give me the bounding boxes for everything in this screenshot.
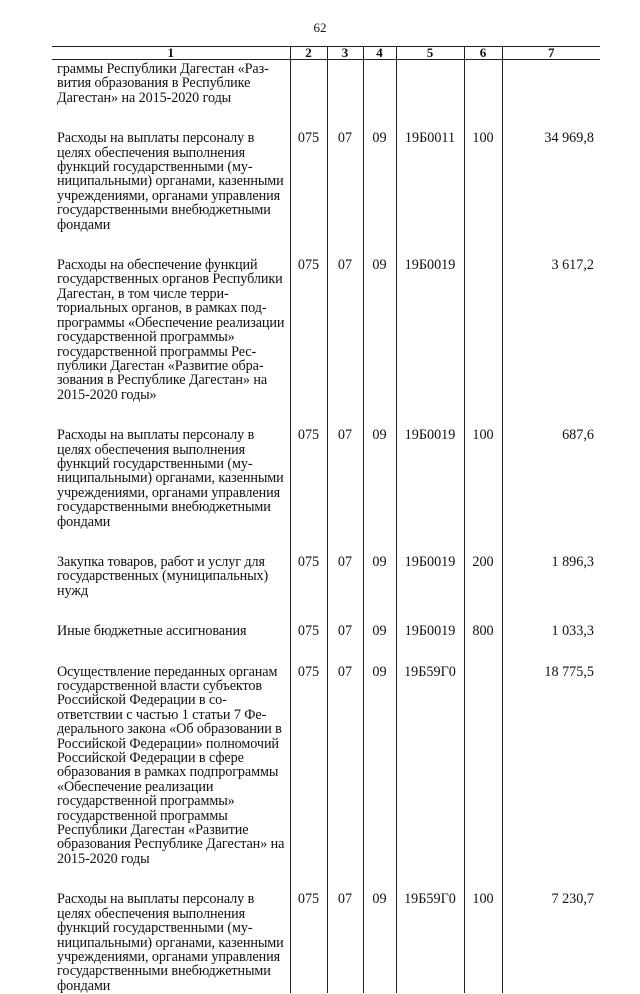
row-col-4: 09	[363, 129, 396, 232]
row-description: Расходы на обеспечение функций государственных органов Республики Дагестан, в том числе территориальных органов, в рамках подпрограммы «Обеспечение реализации государственной программы» государственной программы Республики Дагестан «Развитие образования в Республике Дагестан» на 2015-2020 годы»	[57, 257, 285, 403]
row-col-2: 075	[290, 129, 327, 232]
header-col-3: 3	[327, 47, 363, 60]
row-col-4	[363, 60, 396, 106]
row-col-7: 687,6	[502, 426, 600, 529]
row-col-6	[464, 256, 502, 402]
table-row	[52, 426, 600, 529]
row-col-5: 19Б59Г0	[396, 890, 464, 993]
row-col-6: 100	[464, 890, 502, 993]
row-col-7	[502, 60, 600, 106]
header-col-1: 1	[52, 47, 290, 60]
row-description: Расходы на выплаты персоналу в целях обеспечения выполнения функций государственными (муниципальными) органами, казенными учреждениями, органами управления государственными внебюджетными фондами	[57, 427, 284, 530]
row-col-4: 09	[363, 890, 396, 993]
row-spacer	[52, 232, 600, 256]
row-description: Расходы на выплаты персоналу в целях обеспечения выполнения функций государственными (муниципальными) органами, казенными учреждениями, органами управления государственными внебюджетными фондами	[57, 891, 284, 994]
row-spacer	[52, 105, 600, 129]
row-spacer	[52, 598, 600, 622]
row-col-5: 19Б0019	[396, 426, 464, 529]
row-col-4: 09	[363, 553, 396, 598]
row-col-2: 075	[290, 622, 327, 638]
row-description: Осуществление переданных органам государственной власти субъектов Российской Федерации в соответствии с частью 1 статьи 7 Федерального закона «Об образовании в Российской Федерации» полномочий Российской Федерации в сфере образования в рамках подпрограммы «Обеспечение реализации государственной программы» государственной программы Республики Дагестан «Развитие образования Республике Дагестан» на 2015-2020 годы	[57, 663, 285, 867]
row-description: граммы Республики Дагестан «Развития образования в Республике Дагестан» на 2015-2020 годы	[57, 61, 269, 106]
row-col-5: 19Б0019	[396, 256, 464, 402]
row-col-7: 3 617,2	[502, 256, 600, 402]
row-col-2	[290, 60, 327, 106]
row-col-6: 200	[464, 553, 502, 598]
row-spacer	[52, 529, 600, 553]
row-col-2: 075	[290, 890, 327, 993]
row-col-5: 19Б0011	[396, 129, 464, 232]
table-row	[52, 60, 600, 106]
row-col-5: 19Б59Г0	[396, 663, 464, 867]
table-row	[52, 256, 600, 402]
table-row	[52, 129, 600, 232]
header-col-5: 5	[396, 47, 464, 60]
row-col-3: 07	[327, 663, 363, 867]
header-col-4: 4	[363, 47, 396, 60]
table-row	[52, 622, 600, 638]
row-col-4: 09	[363, 622, 396, 638]
row-col-3: 07	[327, 256, 363, 402]
row-col-3: 07	[327, 129, 363, 232]
row-col-7: 7 230,7	[502, 890, 600, 993]
row-col-2: 075	[290, 426, 327, 529]
header-col-2: 2	[290, 47, 327, 60]
budget-table	[52, 46, 600, 993]
row-col-2: 075	[290, 256, 327, 402]
row-col-3: 07	[327, 622, 363, 638]
row-col-3: 07	[327, 890, 363, 993]
row-col-5	[396, 60, 464, 106]
row-col-2: 075	[290, 553, 327, 598]
row-description: Закупка товаров, работ и услуг для государственных (муниципальных) нужд	[57, 553, 269, 599]
row-description: Расходы на выплаты персоналу в целях обеспечения выполнения функций государственными (муниципальными) органами, казенными учреждениями, органами управления государственными внебюджетными фондами	[57, 130, 284, 233]
row-col-7: 1 033,3	[502, 622, 600, 638]
row-col-5: 19Б0019	[396, 553, 464, 598]
row-col-7: 1 896,3	[502, 553, 600, 598]
row-col-6	[464, 663, 502, 867]
table-row	[52, 663, 600, 867]
table-row	[52, 553, 600, 598]
table-row	[52, 890, 600, 993]
row-col-6: 100	[464, 426, 502, 529]
row-col-4: 09	[363, 426, 396, 529]
row-col-4: 09	[363, 663, 396, 867]
row-col-3	[327, 60, 363, 106]
row-col-6: 800	[464, 622, 502, 638]
row-col-3: 07	[327, 426, 363, 529]
header-col-7: 7	[502, 47, 600, 60]
row-col-6	[464, 60, 502, 106]
row-spacer	[52, 866, 600, 890]
page-number: 62	[313, 20, 327, 35]
header-col-6: 6	[464, 47, 502, 60]
header-row	[52, 47, 600, 60]
row-col-2: 075	[290, 663, 327, 867]
row-col-4: 09	[363, 256, 396, 402]
row-spacer	[52, 402, 600, 426]
row-col-6: 100	[464, 129, 502, 232]
row-description: Иные бюджетные ассигнования	[57, 623, 247, 640]
row-col-5: 19Б0019	[396, 622, 464, 638]
row-col-7: 34 969,8	[502, 129, 600, 232]
row-col-7: 18 775,5	[502, 663, 600, 867]
row-col-3: 07	[327, 553, 363, 598]
row-spacer	[52, 639, 600, 663]
